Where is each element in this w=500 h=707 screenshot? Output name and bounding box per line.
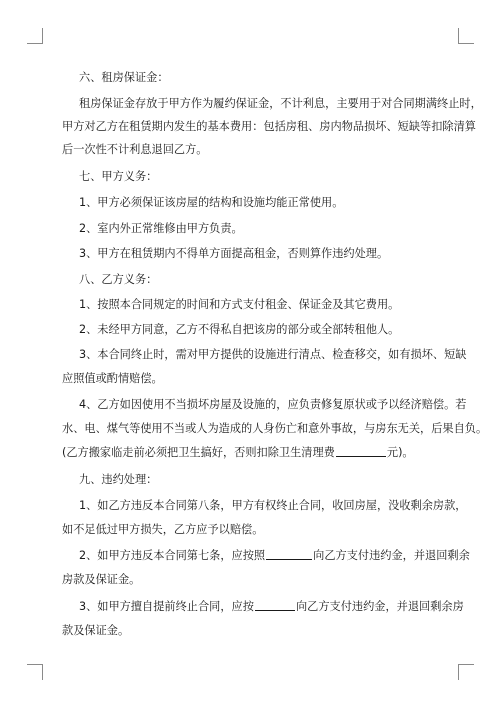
item-text: 元)。 [386,446,414,459]
item-text: 3、如甲方擅自提前终止合同，应按 [79,600,254,613]
section-9-item: 房款及保证金。 [62,573,141,586]
item-text: (乙方搬家临走前必须把卫生搞好，否则扣除卫生清理费 [62,446,335,459]
crop-mark-top-right [458,28,459,44]
section-8-item: 3、本合同终止时，需对甲方提供的设施进行清点、检查移交，如有损坏、短缺 [79,348,467,361]
section-8-item [62,445,414,461]
section-6-paragraph-line: 后一次性不计利息退回乙方。 [62,143,208,156]
section-8-item: 4、乙方如因使用不当损坏房屋及设施的，应负责修复原状或予以经济赔偿。若 [79,398,467,411]
item-text: 向乙方支付违约金，并退回剩余房 [295,600,464,613]
fill-in-blank [255,599,295,611]
section-7-item: 2、室内外正常维修由甲方负责。 [79,222,243,235]
section-9-heading: 九、违约处理： [79,473,158,486]
fill-in-blank [336,445,386,457]
section-9-item [79,599,464,615]
crop-mark-top-left [42,28,43,44]
section-8-item: 水、电、煤气等使用不当或人为造成的人身伤亡和意外事故，与房东无关，后果自负。 [62,422,488,435]
section-9-item: 1、如乙方违反本合同第八条，甲方有权终止合同，收回房屋，没收剩余房款， [79,499,467,512]
crop-mark-bottom-left [27,664,43,665]
fill-in-blank [266,548,312,560]
crop-mark-top-right [458,43,474,44]
item-text: 向乙方支付违约金，并退回剩余 [313,549,470,562]
crop-mark-bottom-right [458,664,474,665]
section-6-paragraph-line: 甲方对乙方在租赁期内发生的基本费用：包括房租、房内物品损坏、短缺等扣除清算 [62,120,476,133]
crop-mark-top-left [27,43,43,44]
section-8-item: 2、未经甲方同意，乙方不得私自把该房的部分或全部转租他人。 [79,323,400,336]
section-8-item: 1、按照本合同规定的时间和方式支付租金、保证金及其它费用。 [79,298,400,311]
section-9-item: 款及保证金。 [62,624,130,637]
section-6-paragraph-line: 租房保证金存放于甲方作为履约保证金，不计利息，主要用于对合同期满终止时， [79,97,482,110]
section-7-item: 3、甲方在租赁期内不得单方面提高租金，否则算作违约处理。 [79,247,389,260]
section-7-heading: 七、甲方义务： [79,170,158,183]
item-text: 2、如甲方违反本合同第七条，应按照 [79,549,266,562]
crop-mark-bottom-left [42,664,43,680]
section-7-item: 1、甲方必须保证该房屋的结构和设施均能正常使用。 [79,196,344,209]
crop-mark-bottom-right [458,664,459,680]
section-8-heading: 八、乙方义务： [79,273,158,286]
section-8-item: 应照值或酌情赔偿。 [62,372,163,385]
section-9-item: 如不足低过甲方损失，乙方应予以赔偿。 [62,523,264,536]
section-6-heading: 六、租房保证金： [79,71,169,84]
section-9-item [79,548,470,564]
